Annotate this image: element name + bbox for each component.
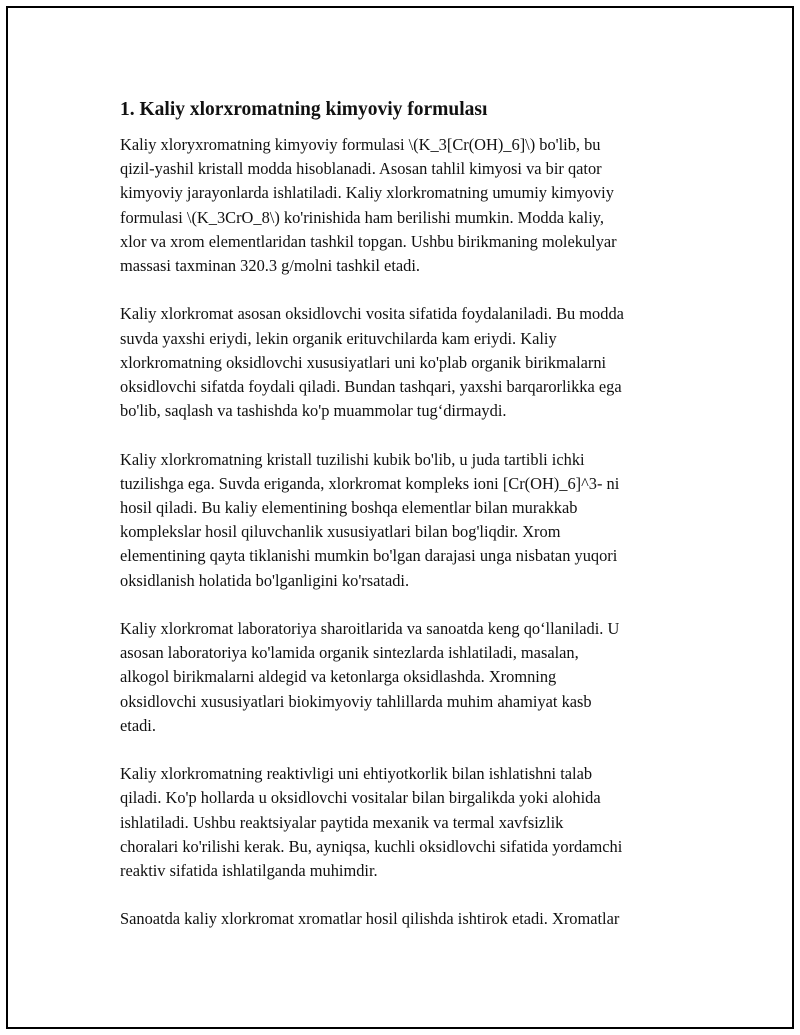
paragraph-line: alkogol birikmalarni aldegid va ketonlarga oksidlashda. Xromning: [120, 667, 557, 687]
document-body: [120, 98, 702, 956]
paragraph-line: etadi.: [120, 715, 156, 735]
paragraph-line: qiladi. Ko'p hollarda u oksidlovchi vositalar bilan birgalikda yoki alohida: [120, 788, 601, 808]
paragraph: [120, 302, 702, 423]
paragraph-line: oksidlovchi xususiyatlari biokimyoviy tahlillarda muhim ahamiyat kasb: [120, 691, 592, 711]
paragraph-line: tuzilishga ega. Suvda eriganda, xlorkromat kompleks ioni [Cr(OH)_6]^3- ni: [120, 473, 620, 493]
paragraph: [120, 907, 702, 931]
paragraph-line: xlorkromatning oksidlovchi xususiyatlari uni ko'plab organik birikmalarni: [120, 352, 607, 372]
document-page: [6, 6, 794, 1029]
paragraph-line: oksidlanish holatida bo'lganligini ko'rsatadi.: [120, 570, 410, 590]
paragraph-line: Kaliy xlorkromatning reaktivligi uni ehtiyotkorlik bilan ishlatishni talab: [120, 764, 593, 784]
paragraph-line: komplekslar hosil qiluvchanlik xususiyatlari bilan bog'liqdir. Xrom: [120, 522, 561, 542]
paragraph-line: choralari ko'rilishi kerak. Bu, ayniqsa, kuchli oksidlovchi sifatida yordamchi: [120, 836, 623, 856]
paragraph: [120, 133, 702, 278]
paragraph-line: suvda yaxshi eriydi, lekin organik erituvchilarda kam eriydi. Kaliy: [120, 328, 557, 348]
paragraph: [120, 762, 702, 883]
paragraph-line: Kaliy xlorkromat laboratoriya sharoitlarida va sanoatda keng qo‘llaniladi. U: [120, 619, 620, 639]
paragraph-line: kimyoviy jarayonlarda ishlatiladi. Kaliy xlorkromatning umumiy kimyoviy: [120, 183, 614, 203]
paragraph-line: reaktiv sifatida ishlatilganda muhimdir.: [120, 861, 378, 881]
paragraph-line: Sanoatda kaliy xlorkromat xromatlar hosil qilishda ishtirok etadi. Xromatlar: [120, 909, 620, 929]
paragraph-line: Kaliy xlorkromatning kristall tuzilishi kubik bo'lib, u juda tartibli ichki: [120, 449, 585, 469]
paragraph-line: ishlatiladi. Ushbu reaktsiyalar paytida mexanik va termal xavfsizlik: [120, 812, 564, 832]
paragraph-line: hosil qiladi. Bu kaliy elementining boshqa elementlar bilan murakkab: [120, 498, 578, 518]
paragraph-line: Kaliy xloryxromatning kimyoviy formulasi \(K_3[Cr(OH)_6]\) bo'lib, bu: [120, 135, 601, 154]
section-heading: 1. Kaliy xlorxromatning kimyoviy formulası: [120, 99, 488, 120]
paragraph-line: oksidlovchi sifatda foydali qiladi. Bundan tashqari, yaxshi barqarorlikka ega: [120, 377, 622, 397]
paragraph-line: massasi taxminan 320.3 g/molni tashkil etadi.: [120, 256, 421, 276]
paragraph: [120, 448, 702, 593]
paragraph-line: bo'lib, saqlash va tashishda ko'p muammolar tug‘dirmaydi.: [120, 401, 507, 421]
paragraph: [120, 617, 702, 738]
paragraph-line: Kaliy xlorkromat asosan oksidlovchi vosita sifatida foydalaniladi. Bu modda: [120, 304, 624, 324]
paragraph-line: formulasi \(K_3CrO_8\) ko'rinishida ham berilishi mumkin. Modda kaliy,: [120, 207, 604, 227]
paragraph-line: asosan laboratoriya ko'lamida organik sintezlarda ishlatiladi, masalan,: [120, 643, 579, 663]
paragraph-line: xlor va xrom elementlaridan tashkil topgan. Ushbu birikmaning molekulyar: [120, 231, 617, 251]
paragraph-list: [120, 133, 702, 932]
paragraph-line: elementining qayta tiklanishi mumkin bo'lgan darajasi unga nisbatan yuqori: [120, 546, 618, 566]
paragraph-line: qizil-yashil kristall modda hisoblanadi. Asosan tahlil kimyosi va bir qator: [120, 159, 602, 179]
